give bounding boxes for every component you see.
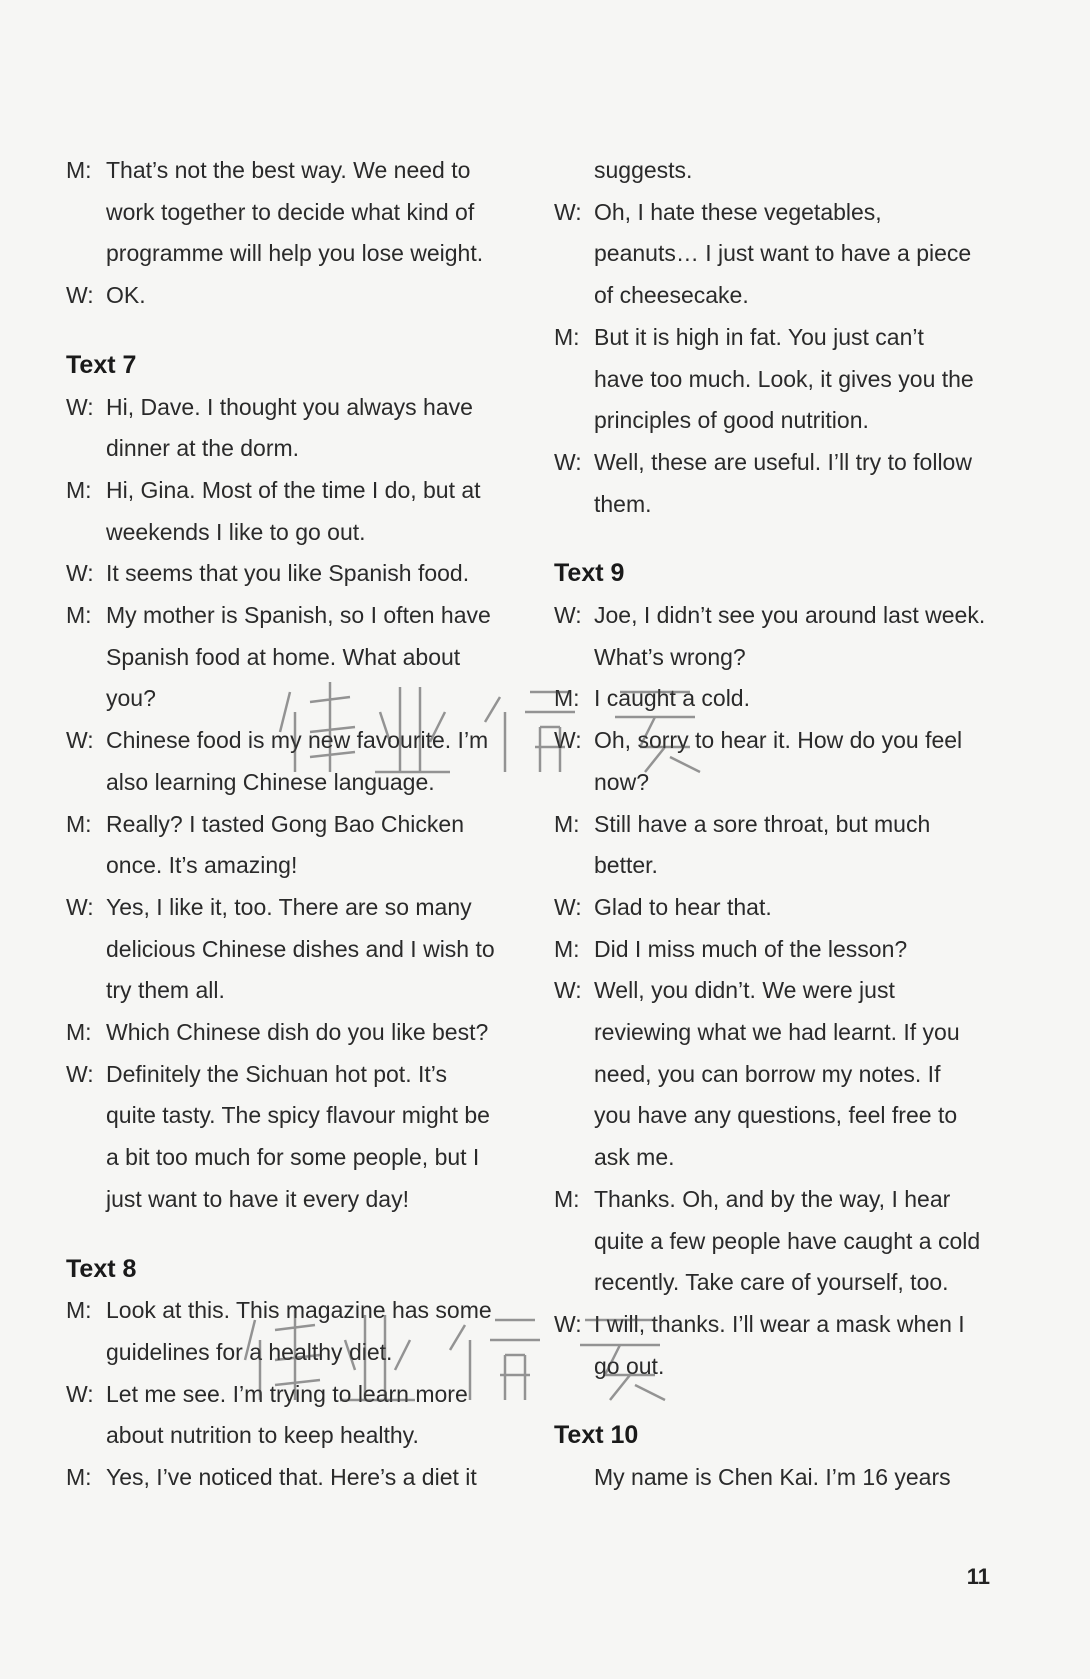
dialogue-line [554,887,1004,929]
dialogue-text: you? [106,685,156,712]
dialogue-text: weekends I like to go out. [106,518,366,545]
dialogue-line [554,317,1004,359]
dialogue-text: Oh, I hate these vegetables, [594,198,882,225]
dialogue-text: have too much. Look, it gives you the [594,365,974,392]
section-heading: Text 10 [554,1421,639,1450]
dialogue-turn [554,929,1004,971]
dialogue-text: Hi, Dave. I thought you always have [106,393,473,420]
dialogue-text: Did I miss much of the lesson? [594,935,908,962]
dialogue-text: quite a few people have caught a cold [594,1227,981,1254]
dialogue-turn [66,1374,516,1457]
speaker-label [554,150,594,192]
dialogue-line [66,1054,516,1096]
dialogue-line [66,387,516,429]
dialogue-turn [554,192,1004,317]
section-heading: Text 7 [66,350,137,379]
speaker-label: W: [66,282,94,309]
dialogue-line [554,595,1004,637]
dialogue-text: Glad to hear that. [594,893,772,920]
speaker-label: W: [554,448,582,475]
speaker-label: M: [66,1297,92,1324]
dialogue-line [66,804,516,846]
dialogue-turn [554,1304,1004,1387]
dialogue-text: Spanish food at home. What about [106,643,461,670]
dialogue-turn [554,678,1004,720]
dialogue-text: quite tasty. The spicy flavour might be [106,1102,490,1129]
speaker-label: M: [554,1185,580,1212]
speaker-label: M: [554,323,580,350]
dialogue-line [554,442,1004,484]
dialogue-turn [66,150,516,275]
dialogue-line [66,150,516,192]
speaker-label: W: [554,602,582,629]
dialogue-text: suggests. [594,157,693,183]
dialogue-turn [66,720,516,803]
speaker-label: M: [66,157,92,183]
page-number: 11 [966,1564,990,1589]
section-heading: Text 9 [554,559,625,588]
dialogue-turn [554,317,1004,442]
dialogue-turn [66,1290,516,1373]
speaker-label: M: [66,1019,92,1046]
speaker-label: W: [554,198,582,225]
dialogue-text: OK. [106,282,146,309]
dialogue-text: Definitely the Sichuan hot pot. It’s [106,1060,447,1087]
dialogue-text: Oh, sorry to hear it. How do you feel [594,727,963,754]
dialogue-text: delicious Chinese dishes and I wish to [106,935,495,962]
speaker-label: W: [66,727,94,754]
dialogue-turn [554,595,1004,678]
dialogue-text: dinner at the dorm. [106,435,300,462]
dialogue-turn [66,595,516,720]
speaker-label: M: [66,810,92,837]
section-heading: Text 8 [66,1254,137,1283]
dialogue-turn [66,887,516,1012]
dialogue-text: once. It’s amazing! [106,852,298,879]
dialogue-text: better. [594,852,658,879]
speaker-label: W: [554,977,582,1004]
dialogue-turn [66,470,516,553]
dialogue-text: principles of good nutrition. [594,407,869,434]
dialogue-text: My mother is Spanish, so I often have [106,602,491,629]
speaker-label: W: [66,393,94,420]
dialogue-text: now? [594,768,649,795]
dialogue-text: Well, you didn’t. We were just [594,977,895,1004]
dialogue-text: What’s wrong? [594,643,746,670]
dialogue-turn [554,150,1004,192]
dialogue-turn [66,1012,516,1054]
dialogue-text: Thanks. Oh, and by the way, I hear [594,1185,951,1212]
speaker-label: M: [554,935,580,962]
left-column [66,150,516,1499]
dialogue-text: Really? I tasted Gong Bao Chicken [106,810,464,837]
speaker-label: W: [66,1380,94,1407]
dialogue-text: I will, thanks. I’ll wear a mask when I [594,1310,965,1337]
dialogue-text: programme will help you lose weight. [106,240,484,267]
dialogue-text: Look at this. This magazine has some [106,1297,492,1324]
dialogue-text: recently. Take care of yourself, too. [594,1269,949,1296]
dialogue-line [66,1374,516,1416]
speaker-label: M: [66,476,92,503]
dialogue-turn [554,887,1004,929]
dialogue-text: Chinese food is my new favourite. I’m [106,727,489,754]
speaker-label: M: [66,602,92,629]
dialogue-turn [66,1457,516,1499]
dialogue-line [554,678,1004,720]
dialogue-line [66,470,516,512]
dialogue-line [554,804,1004,846]
dialogue-line [66,275,516,317]
dialogue-text: work together to decide what kind of [106,198,475,225]
speaker-label: W: [554,1310,582,1337]
speaker-label: M: [554,810,580,837]
dialogue-line [66,1457,516,1499]
dialogue-turn [66,275,516,317]
dialogue-text: just want to have it every day! [106,1185,409,1212]
dialogue-text: But it is high in fat. You just can’t [594,323,924,350]
speaker-label: W: [554,727,582,754]
dialogue-text: Yes, I’ve noticed that. Here’s a diet it [106,1464,477,1491]
dialogue-text: you have any questions, feel free to [594,1102,958,1129]
dialogue-text: It seems that you like Spanish food. [106,560,470,587]
dialogue-line [554,1179,1004,1221]
dialogue-text: reviewing what we had learnt. If you [594,1019,960,1046]
dialogue-line [554,929,1004,971]
dialogue-turn [554,804,1004,887]
speaker-label: M: [66,1464,92,1491]
dialogue-line [554,720,1004,762]
dialogue-text: ask me. [594,1144,675,1171]
dialogue-text: a bit too much for some people, but I [106,1144,480,1171]
dialogue-text: about nutrition to keep healthy. [106,1422,419,1449]
narration-line: My name is Chen Kai. I’m 16 years [594,1464,951,1491]
dialogue-text: That’s not the best way. We need to [106,157,471,183]
speaker-label: W: [66,1060,94,1087]
speaker-label: W: [554,893,582,920]
dialogue-turn [66,553,516,595]
dialogue-line [66,720,516,762]
dialogue-text: peanuts… I just want to have a piece [594,240,972,267]
dialogue-text: need, you can borrow my notes. If [594,1060,941,1087]
dialogue-line [66,1012,516,1054]
dialogue-line [66,1290,516,1332]
dialogue-text: of cheesecake. [594,282,749,309]
dialogue-line [66,595,516,637]
dialogue-line [554,1304,1004,1346]
dialogue-text: Hi, Gina. Most of the time I do, but at [106,476,481,503]
dialogue-text: try them all. [106,977,225,1004]
dialogue-turn [554,442,1004,525]
speaker-label: W: [66,560,94,587]
dialogue-text: guidelines for a healthy diet. [106,1338,393,1365]
dialogue-line [554,192,1004,234]
dialogue-text: Well, these are useful. I’ll try to follow [594,448,972,475]
dialogue-text: Still have a sore throat, but much [594,810,931,837]
dialogue-line [554,970,1004,1012]
dialogue-text: also learning Chinese language. [106,768,435,795]
dialogue-text: Joe, I didn’t see you around last week. [594,602,986,629]
dialogue-turn [554,720,1004,803]
dialogue-text: I caught a cold. [594,685,750,712]
dialogue-text: Which Chinese dish do you like best? [106,1019,489,1046]
speaker-label: W: [66,893,94,920]
dialogue-turn [66,804,516,887]
dialogue-text: Let me see. I’m trying to learn more [106,1380,468,1407]
dialogue-line [554,150,1004,192]
dialogue-turn [66,1054,516,1221]
dialogue-text: them. [594,490,652,517]
dialogue-line [66,553,516,595]
dialogue-text: Yes, I like it, too. There are so many [106,893,472,920]
dialogue-line [66,887,516,929]
speaker-label: M: [554,685,580,712]
right-column [554,150,1004,1499]
dialogue-text: go out. [594,1352,665,1379]
dialogue-turn [66,387,516,470]
dialogue-turn [554,1179,1004,1304]
dialogue-turn [554,970,1004,1179]
